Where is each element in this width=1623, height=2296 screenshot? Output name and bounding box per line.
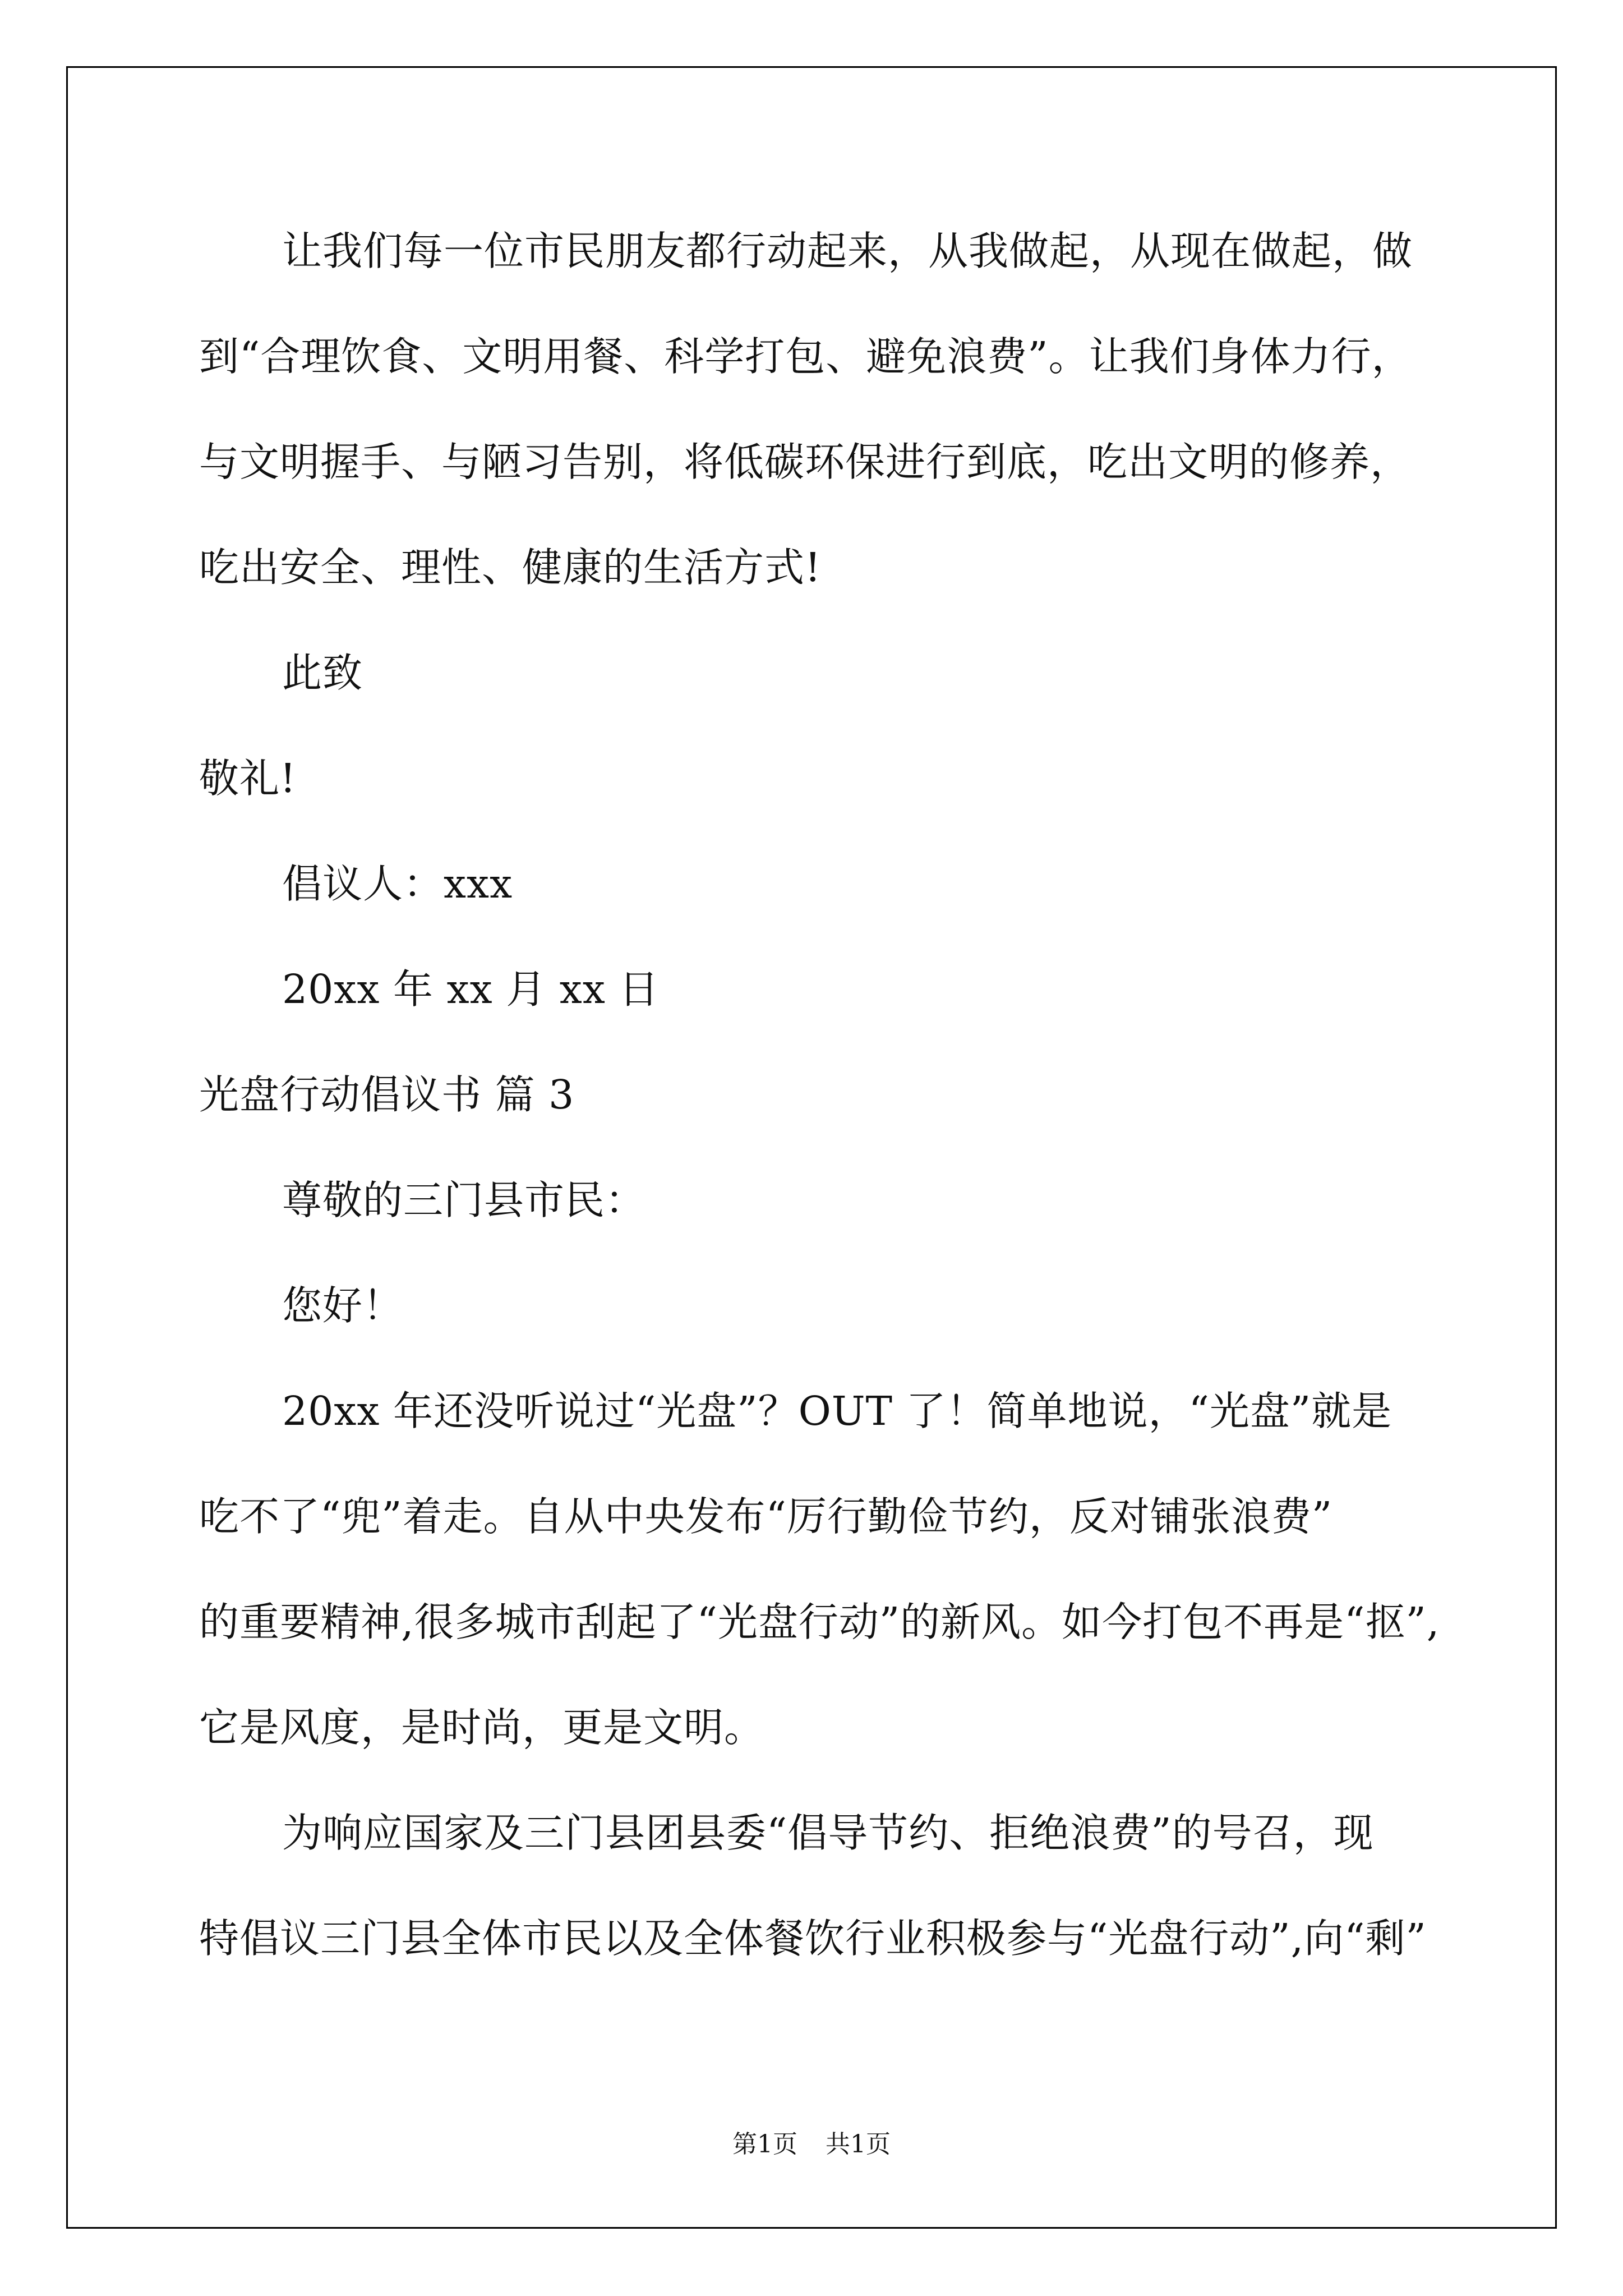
date-line: 20xx 年 xx 月 xx 日 <box>282 966 660 1013</box>
paragraph-line: 让我们每一位市民朋友都行动起来，从我做起，从现在做起，做 <box>282 228 1413 274</box>
page-total: 共1页 <box>826 2130 891 2159</box>
page-footer <box>0 2124 1623 2160</box>
paragraph-line: 的重要精神,很多城市刮起了“光盘行动”的新风。如今打包不再是“抠”, <box>199 1599 1440 1645</box>
paragraph-line: 吃出安全、理性、健康的生活方式! <box>199 544 822 591</box>
greeting-addressee: 尊敬的三门县市民： <box>282 1177 646 1223</box>
paragraph-line: 与文明握手、与陋习告别，将低碳环保进行到底，吃出文明的修养， <box>199 439 1411 485</box>
salutation-regards: 敬礼! <box>199 755 297 802</box>
paragraph-line: 吃不了“兜”着走。自从中央发布“厉行勤俭节约，反对铺张浪费” <box>199 1493 1333 1540</box>
paragraph-line: 20xx 年还没听说过“光盘”？OUT 了！简单地说，“光盘”就是 <box>282 1388 1393 1434</box>
greeting: 您好！ <box>282 1282 404 1329</box>
section-heading: 光盘行动倡议书 篇 3 <box>199 1071 575 1118</box>
paragraph-line: 到“合理饮食、文明用餐、科学打包、避免浪费”。让我们身体力行， <box>199 333 1412 380</box>
paragraph-line: 特倡议三门县全体市民以及全体餐饮行业积极参与“光盘行动”,向“剩” <box>199 1915 1427 1962</box>
document-body <box>199 215 1453 2008</box>
paragraph-line: 它是风度，是时尚，更是文明。 <box>199 1704 765 1751</box>
salutation-closing: 此致 <box>282 650 363 696</box>
page-number: 第1页 <box>732 2130 797 2159</box>
paragraph-line: 为响应国家及三门县团县委“倡导节约、拒绝浪费”的号召，现 <box>282 1810 1374 1856</box>
signatory: 倡议人：xxx <box>282 861 513 907</box>
